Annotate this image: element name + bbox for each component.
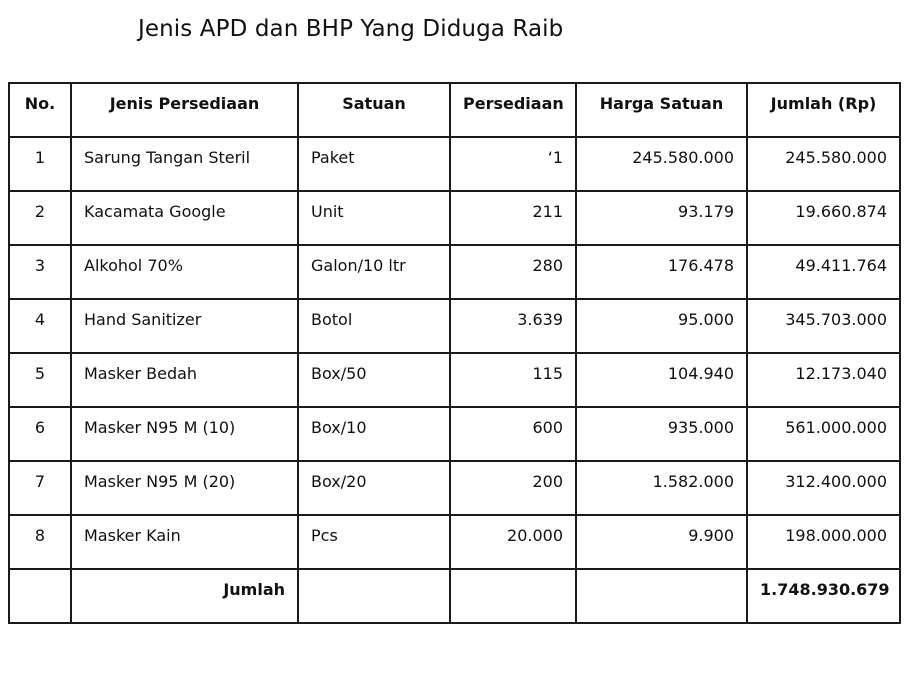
cell-stock: ‘1	[450, 137, 576, 191]
cell-no: 4	[9, 299, 71, 353]
cell-price: 935.000	[576, 407, 747, 461]
header-stock: Persediaan	[450, 83, 576, 137]
cell-total: 312.400.000	[747, 461, 900, 515]
cell-no: 3	[9, 245, 71, 299]
cell-stock: 20.000	[450, 515, 576, 569]
cell-price: 95.000	[576, 299, 747, 353]
grand-total-value: 1.748.930.679	[747, 569, 900, 623]
cell-no: 8	[9, 515, 71, 569]
cell-unit: Box/50	[298, 353, 450, 407]
cell-item: Masker N95 M (20)	[71, 461, 298, 515]
cell-unit: Galon/10 ltr	[298, 245, 450, 299]
cell-total: 19.660.874	[747, 191, 900, 245]
cell-no: 6	[9, 407, 71, 461]
header-total: Jumlah (Rp)	[747, 83, 900, 137]
page-title: Jenis APD dan BHP Yang Diduga Raib	[138, 16, 564, 42]
cell-stock: 200	[450, 461, 576, 515]
cell-item: Hand Sanitizer	[71, 299, 298, 353]
table-total-row	[9, 569, 900, 623]
table-row	[9, 461, 900, 515]
cell-unit: Botol	[298, 299, 450, 353]
cell-no: 2	[9, 191, 71, 245]
cell-price: 245.580.000	[576, 137, 747, 191]
cell-empty	[298, 569, 450, 623]
cell-unit: Unit	[298, 191, 450, 245]
cell-total: 49.411.764	[747, 245, 900, 299]
table-row	[9, 245, 900, 299]
cell-price: 176.478	[576, 245, 747, 299]
table-header-row	[9, 83, 900, 137]
cell-no: 7	[9, 461, 71, 515]
table-row	[9, 353, 900, 407]
inventory-table	[8, 82, 901, 624]
table-row	[9, 191, 900, 245]
cell-total: 245.580.000	[747, 137, 900, 191]
cell-total: 12.173.040	[747, 353, 900, 407]
cell-price: 9.900	[576, 515, 747, 569]
cell-item: Masker N95 M (10)	[71, 407, 298, 461]
cell-price: 104.940	[576, 353, 747, 407]
header-no: No.	[9, 83, 71, 137]
cell-item: Masker Bedah	[71, 353, 298, 407]
cell-unit: Pcs	[298, 515, 450, 569]
cell-unit: Box/20	[298, 461, 450, 515]
cell-stock: 211	[450, 191, 576, 245]
cell-price: 1.582.000	[576, 461, 747, 515]
cell-total: 561.000.000	[747, 407, 900, 461]
cell-empty	[576, 569, 747, 623]
cell-stock: 600	[450, 407, 576, 461]
header-unit: Satuan	[298, 83, 450, 137]
header-item: Jenis Persediaan	[71, 83, 298, 137]
cell-unit: Box/10	[298, 407, 450, 461]
cell-item: Kacamata Google	[71, 191, 298, 245]
table-row	[9, 137, 900, 191]
cell-total: 198.000.000	[747, 515, 900, 569]
cell-no: 5	[9, 353, 71, 407]
cell-stock: 115	[450, 353, 576, 407]
table-row	[9, 407, 900, 461]
cell-empty	[450, 569, 576, 623]
cell-no: 1	[9, 137, 71, 191]
cell-empty	[9, 569, 71, 623]
cell-item: Alkohol 70%	[71, 245, 298, 299]
cell-total: 345.703.000	[747, 299, 900, 353]
cell-item: Sarung Tangan Steril	[71, 137, 298, 191]
table-row	[9, 299, 900, 353]
table-row	[9, 515, 900, 569]
cell-stock: 280	[450, 245, 576, 299]
total-label: Jumlah	[71, 569, 298, 623]
header-price: Harga Satuan	[576, 83, 747, 137]
cell-price: 93.179	[576, 191, 747, 245]
cell-unit: Paket	[298, 137, 450, 191]
cell-item: Masker Kain	[71, 515, 298, 569]
cell-stock: 3.639	[450, 299, 576, 353]
